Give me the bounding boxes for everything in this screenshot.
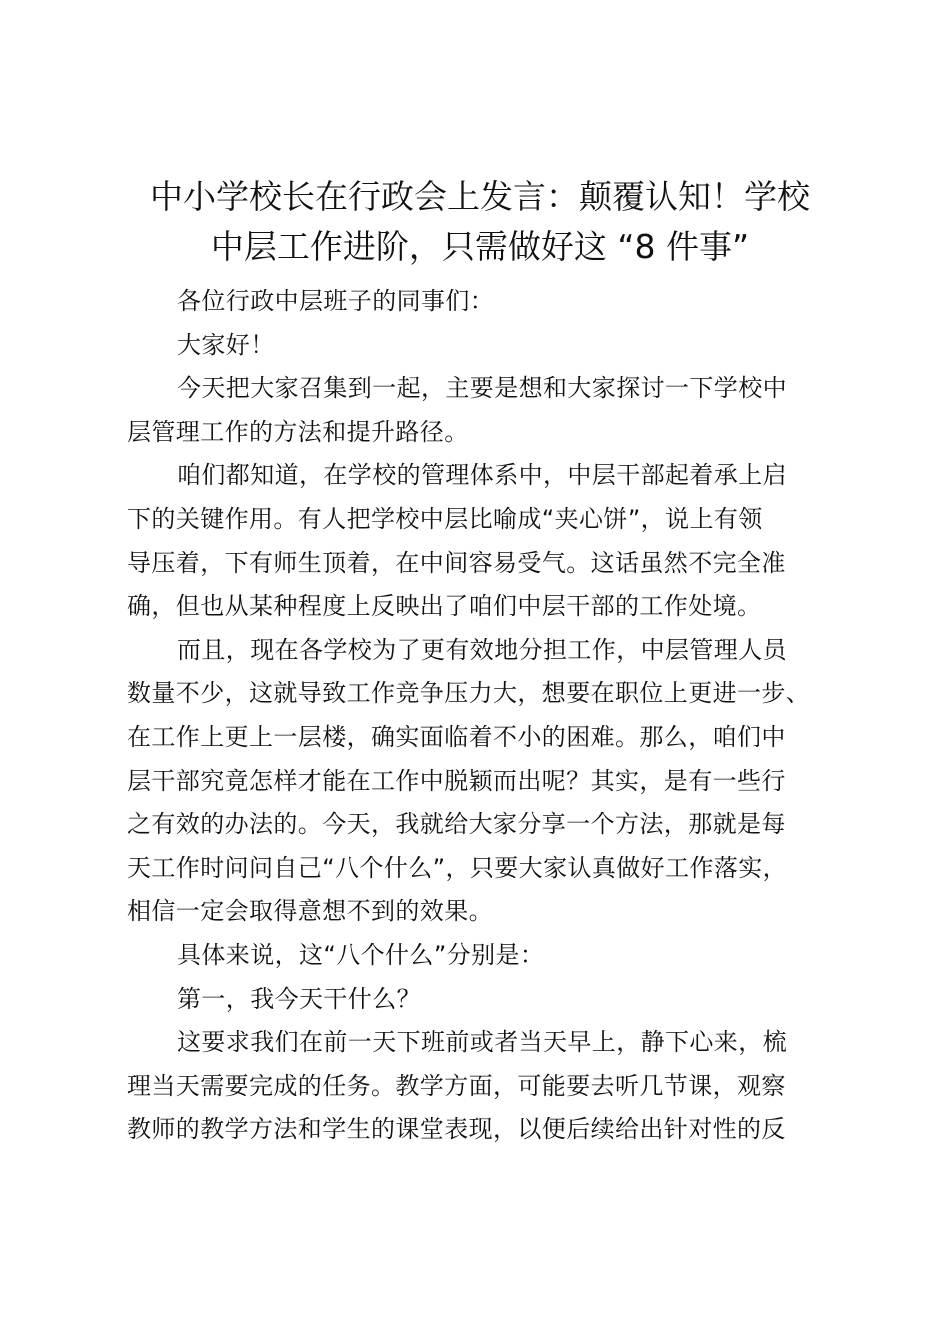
paragraph-line: 咱们都知道，在学校的管理体系中，中层干部起着承上启 bbox=[177, 461, 787, 490]
paragraph-line: 确，但也从某种程度上反映出了咱们中层干部的工作处境。 bbox=[127, 592, 762, 621]
paragraph-line: 数量不少，这就导致工作竞争压力大，想要在职位上更进一步、 bbox=[127, 679, 811, 708]
paragraph-line: 理当天需要完成的任务。教学方面，可能要去听几节课，观察 bbox=[127, 1071, 786, 1100]
paragraph-line: 导压着，下有师生顶着，在中间容易受气。这话虽然不完全准 bbox=[127, 548, 786, 577]
paragraph-line: 下的关键作用。有人把学校中层比喻成“夹心饼”，说上有领 bbox=[127, 504, 763, 533]
paragraph-line: 之有效的办法的。今天，我就给大家分享一个方法，那就是每 bbox=[127, 810, 786, 839]
paragraph-line: 层管理工作的方法和提升路径。 bbox=[127, 417, 469, 446]
paragraph-line: 而且，现在各学校为了更有效地分担工作，中层管理人员 bbox=[177, 635, 787, 664]
section-heading: 第一，我今天干什么？ bbox=[177, 984, 421, 1013]
paragraph-line: 在工作上更上一层楼，确实面临着不小的困难。那么，咱们中 bbox=[127, 722, 786, 751]
salutation: 各位行政中层班子的同事们： bbox=[177, 287, 495, 315]
paragraph-line: 教师的教学方法和学生的课堂表现，以便后续给出针对性的反 bbox=[127, 1115, 786, 1144]
paragraph-line: 今天把大家召集到一起，主要是想和大家探讨一下学校中 bbox=[177, 374, 787, 403]
document-body bbox=[127, 280, 847, 1152]
paragraph-line: 层干部究竟怎样才能在工作中脱颖而出呢？其实，是有一些行 bbox=[127, 766, 786, 795]
document-title bbox=[120, 172, 840, 272]
title-line-2: 中层工作进阶，只需做好这 “8 件事” bbox=[210, 227, 750, 266]
paragraph-line: 天工作时问问自己“八个什么”，只要大家认真做好工作落实， bbox=[127, 853, 788, 882]
paragraph-line: 相信一定会取得意想不到的效果。 bbox=[127, 897, 493, 926]
paragraph-line: 具体来说，这“八个什么”分别是： bbox=[177, 940, 545, 969]
title-line-1: 中小学校长在行政会上发言：颠覆认知！学校 bbox=[150, 177, 810, 216]
paragraph-line: 这要求我们在前一天下班前或者当天早上，静下心来，梳 bbox=[177, 1028, 787, 1057]
greeting: 大家好！ bbox=[177, 330, 275, 359]
